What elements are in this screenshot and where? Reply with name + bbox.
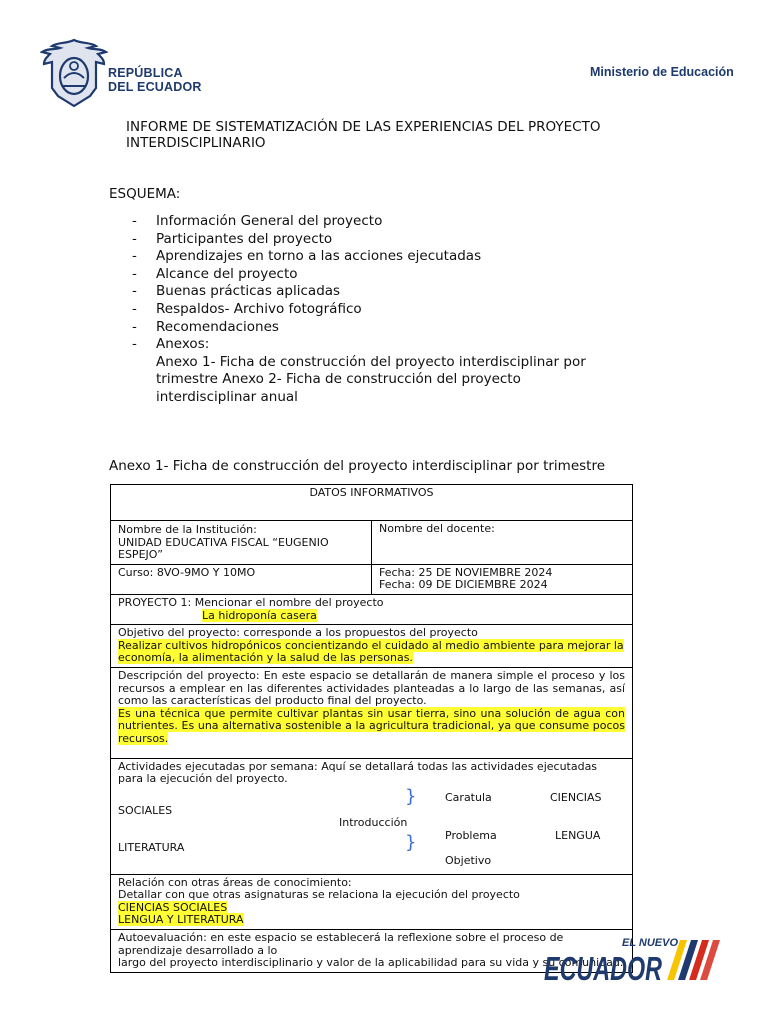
logo-small-text: EL NUEVO <box>622 937 679 949</box>
list-item: - Respaldos- Archivo fotográfico <box>132 300 362 317</box>
list-item: - Información General del proyecto <box>132 213 383 229</box>
proyecto-value: La hidroponía casera <box>202 608 317 622</box>
activity-lengua: LENGUA <box>555 828 601 842</box>
institucion-label: Nombre de la Institución: <box>118 523 257 536</box>
bracket-icon: } <box>405 785 417 807</box>
fecha-2: Fecha: 09 DE DICIEMBRE 2024 <box>379 578 548 592</box>
logo-big-text: ECUADOR <box>544 950 663 986</box>
list-item: - Recomendaciones <box>132 318 279 335</box>
bracket-icon: } <box>405 831 417 853</box>
esquema-list <box>132 213 612 407</box>
list-item: - Participantes del proyecto <box>132 230 333 247</box>
ecuador-coat-of-arms-icon <box>40 38 108 110</box>
republic-logo-text <box>108 66 202 94</box>
institucion-value: UNIDAD EDUCATIVA FISCAL “EUGENIO ESPEJO” <box>118 535 329 562</box>
esquema-label: ESQUEMA: <box>109 186 181 202</box>
annex-heading: Anexo 1- Ficha de construcción del proyecto interdisciplinar por trimestre <box>109 458 606 474</box>
curso-cell: Curso: 8VO-9MO Y 10MO <box>111 564 372 594</box>
list-item: - Alcance del proyecto <box>132 265 298 282</box>
relacion-area-1: CIENCIAS SOCIALES <box>118 900 228 914</box>
relacion-label: Relación con otras áreas de conocimiento: <box>118 875 352 889</box>
project-form-table <box>110 484 633 973</box>
activity-literatura: LITERATURA <box>118 840 185 854</box>
list-item: - Buenas prácticas aplicadas <box>132 283 341 300</box>
proyecto-cell <box>111 594 633 624</box>
autoevaluacion-line-1: Autoevaluación: en este espacio se establecerá la reflexione sobre el proceso de aprendizaje desarrollado a lo <box>118 931 564 957</box>
fecha-1: Fecha: 25 DE NOVIEMBRE 2024 <box>379 565 553 579</box>
republic-line-2: DEL ECUADOR <box>108 80 202 94</box>
autoevaluacion-line-2: largo del proyecto interdisciplinario y valor de la aplicabilidad para su vida y su comunidad. <box>118 956 624 970</box>
actividades-cell <box>111 758 633 874</box>
objetivo-label: Objetivo del proyecto: corresponde a los propuestos del proyecto <box>118 626 478 640</box>
relacion-area-2: LENGUA Y LITERATURA <box>118 913 244 927</box>
fecha-cell <box>372 564 633 594</box>
activity-caratula: Caratula <box>445 790 492 804</box>
republic-line-1: REPÚBLICA <box>108 66 183 80</box>
document-title: INFORME DE SISTEMATIZACIÓN DE LAS EXPERIENCIAS DEL PROYECTO INTERDISCIPLINARIO <box>126 119 601 151</box>
descripcion-label: Descripción del proyecto: En este espacio se detallarán de manera simple el proceso y los recursos a emplear en las diferentes actividades planteadas a lo largo de las semanas, así como las características del producto final del proyecto. <box>118 668 625 708</box>
anexos-detail: Anexo 1- Ficha de construcción del proyecto interdisciplinar por trimestre Anexo 2- Ficha de construcción del proyecto interdisciplinar anual <box>156 353 586 405</box>
activity-problema: Problema <box>445 828 497 842</box>
datos-informativos-header: DATOS INFORMATIVOS <box>111 485 633 521</box>
descripcion-value: Es una técnica que permite cultivar plantas sin usar tierra, sino una solución de agua con nutrientes. Es una alternativa sostenible a la agricultura tradicional, ya que consume pocos recursos. <box>118 706 625 745</box>
list-item: - Anexos: Anexo 1- Ficha de construcción del proyecto interdisciplinar por trimestre Anexo 2- Ficha de construcción del proyecto interdisciplinar anual <box>132 336 586 405</box>
ministry-name: Ministerio de Educación <box>590 65 734 79</box>
activity-objetivo: Objetivo <box>445 853 492 867</box>
proyecto-label: PROYECTO 1: Mencionar el nombre del proyecto <box>118 595 384 609</box>
relacion-cell <box>111 874 633 929</box>
activity-ciencias: CIENCIAS <box>550 790 602 804</box>
docente-label: Nombre del docente: <box>379 522 495 535</box>
activity-sociales: SOCIALES <box>118 803 173 817</box>
list-item: - Aprendizajes en torno a las acciones ejecutadas <box>132 248 482 265</box>
activity-introduccion: Introducción <box>339 815 408 829</box>
objetivo-value: Realizar cultivos hidropónicos concientizando el cuidado al medio ambiente para mejorar la economía, la alimentación y la salud de las personas. <box>118 638 624 665</box>
actividades-label: Actividades ejecutadas por semana: Aquí se detallará todas las actividades ejecutadas para la ejecución del proyecto. <box>118 759 598 786</box>
el-nuevo-ecuador-logo <box>542 934 728 986</box>
descripcion-cell <box>111 667 633 758</box>
docente-cell <box>372 521 633 565</box>
relacion-detail: Detallar con que otras asignaturas se relaciona la ejecución del proyecto <box>118 888 520 902</box>
institucion-cell <box>111 521 372 565</box>
objetivo-cell <box>111 625 633 668</box>
